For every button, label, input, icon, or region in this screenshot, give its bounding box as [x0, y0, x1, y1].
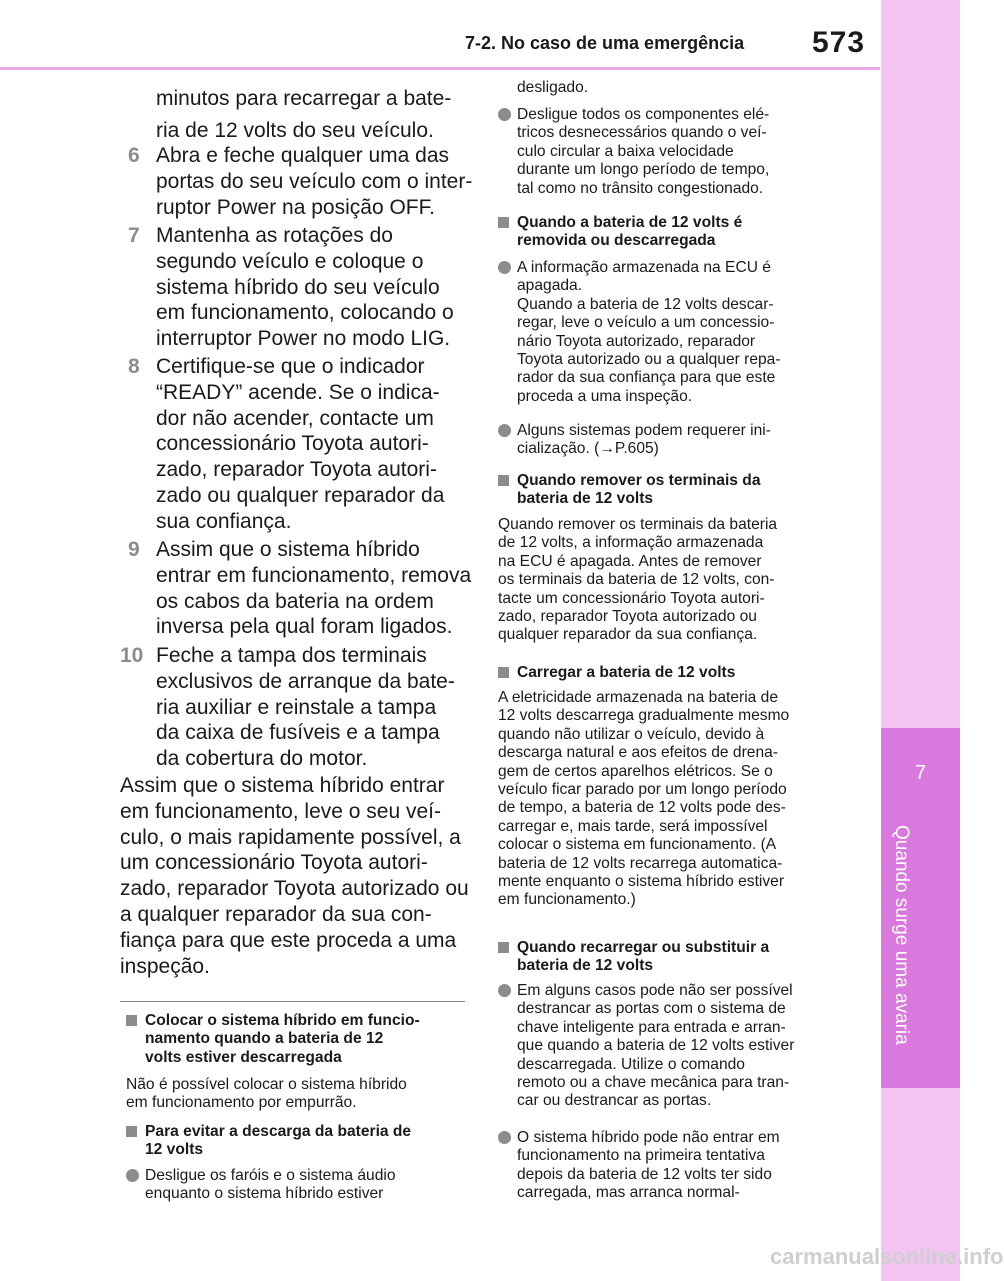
- text-line: sistema híbrido do seu veículo: [156, 275, 440, 299]
- continued-text: [517, 79, 588, 97]
- step-number: 6: [128, 144, 140, 167]
- text-line: concessionário Toyota autori-: [156, 432, 429, 456]
- chapter-tab-strip: [881, 0, 960, 1281]
- text-line: proceda a uma inspeção.: [517, 387, 693, 405]
- text-line: Mantenha as rotações do: [156, 224, 393, 247]
- text-line: Assim que o sistema híbrido: [156, 538, 420, 561]
- section-title: 7-2. No caso de uma emergência: [465, 33, 745, 53]
- text-line: os cabos da bateria na ordem: [156, 589, 434, 613]
- text-line: na ECU é apagada. Antes de remover: [498, 552, 762, 570]
- text-line: qualquer reparador da sua confiança.: [498, 626, 758, 644]
- intro-text: [156, 83, 451, 147]
- text-line: O sistema híbrido pode não entrar em: [517, 1129, 780, 1146]
- text-line: bateria de 12 volts: [517, 957, 654, 975]
- text-line: em funcionamento.): [498, 891, 636, 909]
- text-line: funcionamento na primeira tentativa: [517, 1147, 765, 1165]
- text-line: de tempo, a bateria de 12 volts pode des-: [498, 799, 786, 817]
- text-line: apagada.: [517, 277, 583, 295]
- square-bullet-icon: [126, 1126, 137, 1137]
- text-line: interruptor Power no modo LIG.: [156, 327, 451, 351]
- text-line: culo, o mais rapidamente possível, a: [120, 825, 461, 849]
- notes-divider: [120, 1001, 465, 1002]
- text-line: gem de certos aparelhos elétricos. Se o: [498, 762, 773, 780]
- text-line: Desligue os faróis e o sistema áudio: [145, 1167, 396, 1184]
- text-line: Para evitar a descarga da bateria de: [145, 1123, 412, 1140]
- text-line: culo circular a baixa velocidade: [517, 142, 734, 160]
- text-line: Quando a bateria de 12 volts é: [517, 214, 743, 231]
- step-number: 9: [128, 538, 140, 561]
- page-number: 573: [812, 26, 866, 59]
- text-line: nário Toyota autorizado, reparador: [517, 332, 756, 350]
- text-line: zado, reparador Toyota autorizado ou: [498, 608, 757, 626]
- text-line: a qualquer reparador da sua con-: [120, 902, 432, 926]
- text-line: Certifique-se que o indicador: [156, 355, 425, 378]
- text-line: fiança para que este proceda a uma: [120, 928, 457, 952]
- text-line: Quando recarregar ou substituir a: [517, 939, 770, 956]
- watermark: carmanualsonline.info: [770, 1244, 1004, 1269]
- circle-bullet-icon: [498, 261, 511, 274]
- text-line: car ou destrancar as portas.: [517, 1092, 712, 1110]
- text-line: Assim que o sistema híbrido entrar: [120, 774, 445, 797]
- text-line: namento quando a bateria de 12: [145, 1030, 384, 1048]
- text-line: A informação armazenada na ECU é: [517, 259, 771, 276]
- circle-bullet-icon: [498, 424, 511, 437]
- circle-bullet-icon: [498, 984, 511, 997]
- text-line: carregar e, mais tarde, será impossível: [498, 817, 768, 835]
- circle-bullet-icon: [126, 1169, 139, 1182]
- text-line: regar, leve o veículo a um concessio-: [517, 314, 775, 332]
- header-rule: [0, 67, 880, 70]
- closing-paragraph: [120, 773, 469, 979]
- text-line: inversa pela qual foram ligados.: [156, 615, 453, 639]
- text-line: minutos para recarregar a bate-: [156, 87, 452, 110]
- text-line: “READY” acende. Se o indica-: [156, 380, 440, 404]
- text-line: durante um longo período de tempo,: [517, 161, 770, 179]
- text-line: Carregar a bateria de 12 volts: [517, 664, 736, 681]
- text-line: da caixa de fusíveis e a tampa: [156, 721, 440, 745]
- text-line: zado ou qualquer reparador da: [156, 483, 445, 507]
- chapter-title: Quando surge uma avaria: [891, 825, 912, 1045]
- text-line: um concessionário Toyota autori-: [120, 851, 428, 875]
- text-line: zado, reparador Toyota autori-: [156, 458, 437, 482]
- text-line: os terminais da bateria de 12 volts, con-: [498, 571, 775, 589]
- text-line: Em alguns casos pode não ser possível: [517, 982, 793, 999]
- text-line: quando não utilizar o veículo, devido à: [498, 725, 765, 743]
- text-line: entrar em funcionamento, remova: [156, 563, 472, 587]
- text-line: ria de 12 volts do seu veículo.: [156, 119, 434, 142]
- text-line: remoto ou a chave mecânica para tran-: [517, 1074, 790, 1092]
- page-reference-link[interactable]: cialização. (→P.605): [517, 440, 659, 458]
- text-line: mente enquanto o sistema híbrido estiver: [498, 873, 785, 891]
- circle-bullet-icon: [498, 1131, 511, 1144]
- text-line: depois da bateria de 12 volts ter sido: [517, 1165, 772, 1183]
- text-line: portas do seu veículo com o inter-: [156, 169, 473, 193]
- text-line: Toyota autorizado ou a qualquer repa-: [517, 351, 781, 369]
- text-line: tacte um concessionário Toyota autori-: [498, 589, 765, 607]
- text-line: Colocar o sistema híbrido em funcio-: [145, 1012, 420, 1029]
- square-bullet-icon: [498, 475, 509, 486]
- text-line: tricos desnecessários quando o veí-: [517, 124, 767, 142]
- text-line: zado, reparador Toyota autorizado ou: [120, 877, 469, 901]
- text-line: A eletricidade armazenada na bateria de: [498, 689, 779, 706]
- text-line: carregada, mas arranca normal-: [517, 1184, 740, 1202]
- text-line: colocar o sistema em funcionamento. (A: [498, 836, 777, 854]
- step-number: 8: [128, 355, 140, 378]
- text-line: removida ou descarregada: [517, 232, 716, 250]
- text-line: 12 volts: [145, 1141, 204, 1159]
- text-line: dor não acender, contacte um: [156, 406, 434, 430]
- text-line: Não é possível colocar o sistema híbrido: [126, 1076, 407, 1093]
- text-line: segundo veículo e coloque o: [156, 249, 424, 273]
- circle-bullet-icon: [498, 108, 511, 121]
- chapter-number: 7: [914, 762, 927, 784]
- text-line: bateria de 12 volts recarrega automatica-: [498, 854, 783, 872]
- text-line: chave inteligente para entrada e arran-: [517, 1018, 786, 1036]
- text-line: Quando remover os terminais da bateria: [498, 516, 778, 533]
- text-line: Abra e feche qualquer uma das: [156, 144, 450, 167]
- text-line: de 12 volts, a informação armazenada: [498, 534, 764, 552]
- text-line: Alguns sistemas podem requerer ini-: [517, 422, 771, 439]
- text-line: volts estiver descarregada: [145, 1048, 342, 1066]
- step-number: 7: [128, 224, 140, 247]
- text-line: em funcionamento por empurrão.: [126, 1094, 357, 1112]
- text-line: veículo ficar parado por um longo período: [498, 781, 787, 799]
- text-line: em funcionamento, leve o seu veí-: [120, 799, 442, 823]
- text-line: Feche a tampa dos terminais: [156, 644, 427, 667]
- text-line: exclusivos de arranque da bate-: [156, 669, 455, 693]
- text-line: desligado.: [517, 79, 589, 96]
- text-line: rador da sua confiança para que este: [517, 369, 776, 387]
- step-number: 10: [120, 644, 144, 667]
- text-line: descarga natural e aos efeitos de drena-: [498, 744, 779, 762]
- text-line: destrancar as portas com o sistema de: [517, 1000, 786, 1018]
- square-bullet-icon: [498, 217, 509, 228]
- square-bullet-icon: [126, 1015, 137, 1026]
- text-line: ria auxiliar e reinstale a tampa: [156, 695, 437, 719]
- text-line: bateria de 12 volts: [517, 490, 654, 508]
- text-line: sua confiança.: [156, 509, 292, 533]
- text-line: da cobertura do motor.: [156, 747, 368, 771]
- square-bullet-icon: [498, 942, 509, 953]
- text-line: descarregada. Utilize o comando: [517, 1055, 745, 1073]
- paragraph: [498, 516, 777, 645]
- text-line: enquanto o sistema híbrido estiver: [145, 1185, 384, 1203]
- text-line: inspeção.: [120, 954, 210, 978]
- text-line: ruptor Power na posição OFF.: [156, 195, 435, 219]
- text-line: em funcionamento, colocando o: [156, 301, 454, 325]
- text-line: tal como no trânsito congestionado.: [517, 179, 764, 197]
- text-line: Quando a bateria de 12 volts descar-: [517, 295, 774, 313]
- text-line: Desligue todos os componentes elé-: [517, 106, 770, 123]
- paragraph: [498, 689, 789, 910]
- text-line: 12 volts descarrega gradualmente mesmo: [498, 707, 790, 725]
- square-bullet-icon: [498, 667, 509, 678]
- text-line: Quando remover os terminais da: [517, 472, 761, 489]
- note-paragraph: [126, 1076, 407, 1113]
- text-line: que quando a bateria de 12 volts estiver: [517, 1037, 795, 1055]
